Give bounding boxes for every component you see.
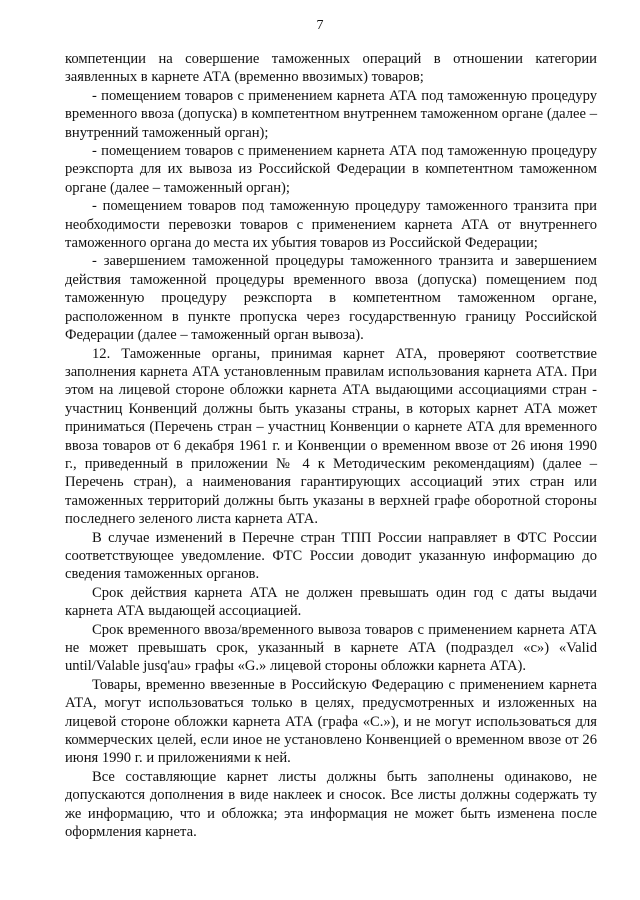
list-item: - помещением товаров с применением карнета АТА под таможенную процедуру реэкспорта для их вывоза из Российской Федерации в компетентном таможенном органе (далее – таможенный орган);: [65, 143, 597, 196]
paragraph: Срок временного ввоза/временного вывоза товаров с применением карнета АТА не может превышать срок, указанный в карнете АТА (подраздел «c») «Valid until/Valable jusq'au» графы «G.» лицевой стороны обложки карнета АТА).: [65, 621, 597, 675]
list-item: - завершением таможенной процедуры таможенного транзита и завершением действия таможенной процедуры временного ввоза (допуска) помещением под таможенную процедуру реэкспорта в компетентном таможенном органе, расположенном в пункте пропуска через государственную границу Российской Федерации (далее – таможенный орган вывоза).: [65, 253, 597, 344]
page-number: 7: [316, 18, 324, 33]
list-item: - помещением товаров под таможенную процедуру таможенного транзита при необходимости перевозки товаров с применением карнета АТА от внутреннего таможенного органа до места их убытия товаров из Российской Федерации;: [65, 198, 597, 252]
paragraph: В случае изменений в Перечне стран ТПП России направляет в ФТС России соответствующее уведомление. ФТС России доводит указанную информацию до сведения таможенных органов.: [65, 529, 597, 583]
paragraph: Срок действия карнета АТА не должен превышать один год с даты выдачи карнета АТА выдающей ассоциацией.: [65, 584, 597, 620]
document-body: [65, 50, 597, 841]
list-item: - помещением товаров с применением карнета АТА под таможенную процедуру временного ввоза (допуска) в компетентном внутреннем таможенном органе (далее – внутренний таможенный орган);: [65, 87, 597, 141]
paragraph-12: 12. Таможенные органы, принимая карнет АТА, проверяют соответствие заполнения карнета АТА установленным правилам использования карнета АТА. При этом на лицевой стороне обложки карнета АТА выдающими ассоциациями стран - участниц Конвенций должны быть указаны страны, в которых карнет АТА может приниматься (Перечень стран – участниц Конвенции о карнете АТА для временного ввоза товаров от 6 декабря 1961 г. и Конвенции о временном ввозе от 26 июня 1990 г., приведенный в приложении № 4 к Методическим рекомендациям) (далее – Перечень стран), а наименования гарантирующих ассоциаций этих стран или таможенных территорий должны быть указаны в верхней графе оборотной стороны последнего зеленого листа карнета АТА.: [65, 345, 597, 528]
paragraph: Товары, временно ввезенные в Российскую Федерацию с применением карнета АТА, могут использоваться только в целях, предусмотренных и изложенных на лицевой стороне обложки карнета АТА (графа «С.»), и не могут использоваться для коммерческих целей, если иное не установлено Конвенцией о временном ввозе от 26 июня 1990 г. и приложениями к ней.: [65, 676, 597, 767]
continuation-paragraph: компетенции на совершение таможенных операций в отношении категории заявленных в карнете АТА (временно ввозимых) товаров;: [65, 51, 597, 86]
paragraph: Все составляющие карнет листы должны быть заполнены одинаково, не допускаются дополнения в виде наклеек и сносок. Все листы должны содержать ту же информацию, что и обложка; эта информация не может быть изменена после оформления карнета.: [65, 768, 597, 841]
